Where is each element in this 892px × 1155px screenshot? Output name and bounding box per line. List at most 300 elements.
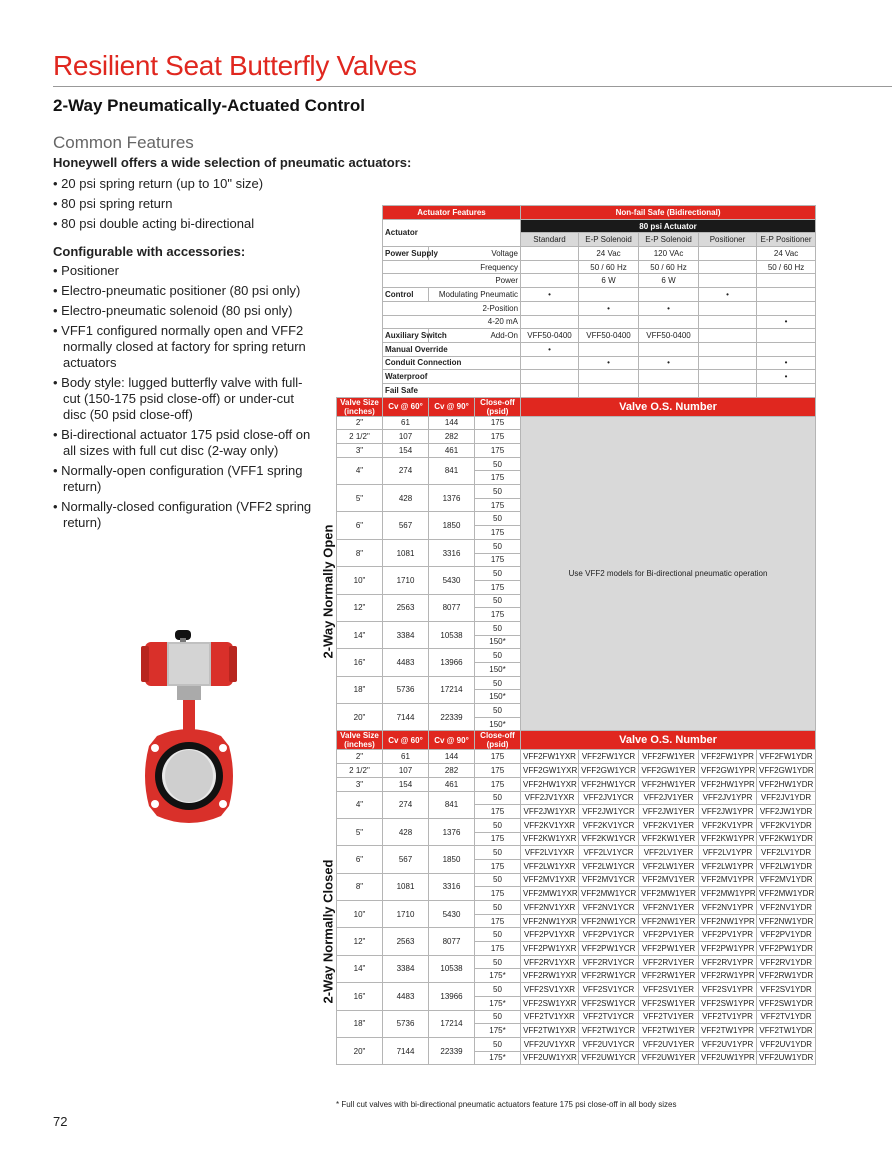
model-number: VFF2RV1YDR (757, 955, 816, 969)
close-off-value: 50 (475, 539, 521, 553)
cv60-value: 107 (383, 430, 429, 444)
model-number: VFF2FW1YXR (521, 750, 579, 764)
close-off-value: 175* (475, 996, 521, 1010)
table-row (337, 370, 816, 384)
table-cell (337, 247, 383, 261)
feature-value (639, 383, 699, 397)
feature-value (521, 260, 579, 274)
table-cell (337, 274, 383, 288)
cv90-value: 17214 (429, 1010, 475, 1037)
feature-value: 50 / 60 Hz (579, 260, 639, 274)
cv60-value: 4483 (383, 649, 429, 676)
feature-value (757, 329, 816, 343)
model-number: VFF2UV1YXR (521, 1037, 579, 1051)
model-number: VFF2TV1YPR (699, 1010, 757, 1024)
model-number: VFF2KV1YPR (699, 818, 757, 832)
section-heading: Common Features (53, 133, 194, 152)
feature-value: • (639, 301, 699, 315)
model-number: VFF2RV1YPR (699, 955, 757, 969)
valve-size: 4" (337, 457, 383, 484)
model-number: VFF2SV1YER (639, 983, 699, 997)
list-item: • VFF1 configured normally open and VFF2 normally closed at factory for spring return actuators (53, 323, 313, 371)
close-off-value: 150* (475, 690, 521, 704)
feature-label: Conduit Connection (383, 356, 521, 370)
feature-value (521, 315, 579, 329)
model-number: VFF2TV1YER (639, 1010, 699, 1024)
model-number: VFF2KW1YDR (757, 832, 816, 846)
model-number: VFF2UW1YPR (699, 1051, 757, 1065)
feature-value: • (757, 370, 816, 384)
model-number: VFF2KV1YER (639, 818, 699, 832)
feature-value (757, 288, 816, 302)
normally-open-label: 2-Way Normally Open (320, 524, 336, 659)
cv60-value: 567 (383, 846, 429, 873)
actuator-options-list (53, 174, 263, 234)
cv60-value: 7144 (383, 704, 429, 731)
cv90-value: 1376 (429, 485, 475, 512)
model-number: VFF2PW1YER (639, 942, 699, 956)
close-off-header (475, 397, 521, 416)
table-row (337, 873, 816, 887)
close-off-value: 175 (475, 777, 521, 791)
feature-sublabel: 2-Position (383, 301, 521, 315)
model-number: VFF2TV1YCR (579, 1010, 639, 1024)
valve-size-line2: (inches) (344, 406, 375, 416)
model-number: VFF2JW1YXR (521, 805, 579, 819)
close-off-value: 150* (475, 717, 521, 731)
table-row (337, 260, 816, 274)
model-number: VFF2HW1YER (639, 777, 699, 791)
close-off-header (475, 731, 521, 750)
valve-size: 12" (337, 928, 383, 955)
table-cell (337, 233, 383, 247)
page-subtitle: 2-Way Pneumatically-Actuated Control (53, 96, 366, 115)
model-number: VFF2PW1YCR (579, 942, 639, 956)
close-off-value: 175 (475, 832, 521, 846)
feature-value: VFF50-0400 (521, 329, 579, 343)
close-off-value: 175 (475, 416, 521, 430)
cv60-value: 428 (383, 485, 429, 512)
model-number: VFF2PV1YXR (521, 928, 579, 942)
feature-value (699, 260, 757, 274)
table-row (337, 955, 816, 969)
cv60-value: 7144 (383, 1037, 429, 1064)
list-item: • 80 psi spring return (53, 194, 263, 214)
model-number: VFF2LV1YDR (757, 846, 816, 860)
cv90-value: 144 (429, 416, 475, 430)
model-number: VFF2SV1YCR (579, 983, 639, 997)
cv60-value: 4483 (383, 983, 429, 1010)
valve-size-header (337, 397, 383, 416)
list-item: • 20 psi spring return (up to 10" size) (53, 174, 263, 194)
cv60-value: 2563 (383, 928, 429, 955)
model-number: VFF2TW1YDR (757, 1024, 816, 1038)
model-number: VFF2SW1YDR (757, 996, 816, 1010)
cv60-value: 61 (383, 750, 429, 764)
model-number: VFF2PW1YDR (757, 942, 816, 956)
valve-size: 8" (337, 873, 383, 900)
cv90-value: 13966 (429, 649, 475, 676)
feature-sublabel: Voltage (429, 247, 521, 261)
table-row (337, 329, 816, 343)
model-number: VFF2MV1YXR (521, 873, 579, 887)
table-row (337, 288, 816, 302)
model-number: VFF2MW1YXR (521, 887, 579, 901)
feature-value: 6 W (639, 274, 699, 288)
model-number: VFF2GW1YER (639, 764, 699, 778)
model-number: VFF2RW1YCR (579, 969, 639, 983)
model-number: VFF2KV1YDR (757, 818, 816, 832)
valve-size: 8" (337, 539, 383, 566)
valve-size-header (337, 731, 383, 750)
model-number: VFF2JV1YCR (579, 791, 639, 805)
model-number: VFF2UW1YDR (757, 1051, 816, 1065)
cv60-value: 567 (383, 512, 429, 539)
column-header: E-P Positioner (757, 233, 816, 247)
table-cell (337, 206, 383, 220)
close-off-value: 50 (475, 704, 521, 718)
valve-size-line2: (inches) (344, 740, 375, 750)
table-cell (337, 315, 383, 329)
model-number: VFF2SW1YER (639, 996, 699, 1010)
cv90-value: 10538 (429, 955, 475, 982)
cv90-value: 461 (429, 444, 475, 458)
model-number: VFF2NW1YER (639, 914, 699, 928)
model-number: VFF2HW1YXR (521, 777, 579, 791)
model-number: VFF2TV1YXR (521, 1010, 579, 1024)
feature-sublabel: 4-20 mA (383, 315, 521, 329)
close-off-value: 50 (475, 928, 521, 942)
model-number: VFF2RV1YXR (521, 955, 579, 969)
feature-value (521, 383, 579, 397)
valve-size: 18" (337, 1010, 383, 1037)
model-number: VFF2JW1YDR (757, 805, 816, 819)
valve-size: 2 1/2" (337, 430, 383, 444)
open-note: Use VFF2 models for Bi-directional pneumatic operation (521, 416, 816, 731)
cv60-value: 3384 (383, 621, 429, 648)
valve-size: 3" (337, 777, 383, 791)
cv60-value: 154 (383, 777, 429, 791)
model-number: VFF2TV1YDR (757, 1010, 816, 1024)
close-off-value: 175* (475, 969, 521, 983)
close-off-value: 50 (475, 873, 521, 887)
feature-value: • (521, 288, 579, 302)
feature-value (521, 247, 579, 261)
feature-value (699, 342, 757, 356)
model-number: VFF2FW1YPR (699, 750, 757, 764)
normally-closed-label: 2-Way Normally Closed (320, 859, 336, 1004)
feature-label: Fail Safe (383, 383, 521, 397)
model-number: VFF2KW1YPR (699, 832, 757, 846)
feature-value (521, 356, 579, 370)
feature-value: 50 / 60 Hz (639, 260, 699, 274)
cv60-header: Cv @ 60° (383, 731, 429, 750)
close-off-value: 50 (475, 594, 521, 608)
valve-size: 20" (337, 704, 383, 731)
cv90-value: 3316 (429, 539, 475, 566)
close-off-value: 50 (475, 485, 521, 499)
feature-value (639, 342, 699, 356)
model-number: VFF2GW1YCR (579, 764, 639, 778)
valve-size: 2" (337, 750, 383, 764)
cv60-value: 5736 (383, 1010, 429, 1037)
model-number: VFF2LW1YPR (699, 859, 757, 873)
feature-value: • (757, 315, 816, 329)
list-item: • Positioner (53, 263, 313, 279)
model-number: VFF2KV1YCR (579, 818, 639, 832)
model-number: VFF2JW1YER (639, 805, 699, 819)
table-row (337, 846, 816, 860)
model-number: VFF2NW1YCR (579, 914, 639, 928)
feature-value: VFF50-0400 (639, 329, 699, 343)
accessories-list (53, 263, 313, 535)
valve-size: 6" (337, 846, 383, 873)
cv60-value: 154 (383, 444, 429, 458)
valve-size: 2 1/2" (337, 764, 383, 778)
table-row (337, 901, 816, 915)
model-number: VFF2SV1YXR (521, 983, 579, 997)
model-number: VFF2NV1YDR (757, 901, 816, 915)
close-off-value: 50 (475, 567, 521, 581)
close-off-value: 175 (475, 471, 521, 485)
model-number: VFF2UV1YDR (757, 1037, 816, 1051)
model-number: VFF2RV1YER (639, 955, 699, 969)
intro-text: Honeywell offers a wide selection of pneumatic actuators: (53, 155, 412, 170)
feature-value: 24 Vac (757, 247, 816, 261)
feature-sublabel: Power (383, 274, 521, 288)
valve-size: 6" (337, 512, 383, 539)
model-number: VFF2FW1YDR (757, 750, 816, 764)
valve-size: 14" (337, 955, 383, 982)
model-number: VFF2GW1YDR (757, 764, 816, 778)
table-row (337, 315, 816, 329)
model-number: VFF2TW1YER (639, 1024, 699, 1038)
model-number: VFF2PW1YPR (699, 942, 757, 956)
close-off-value: 175 (475, 859, 521, 873)
model-number: VFF2HW1YDR (757, 777, 816, 791)
valve-size-line1: Valve Size (340, 397, 379, 407)
cv60-value: 107 (383, 764, 429, 778)
feature-label: Auxiliary Switch (383, 329, 429, 343)
model-number: VFF2LW1YXR (521, 859, 579, 873)
model-number: VFF2LV1YPR (699, 846, 757, 860)
close-off-value: 50 (475, 955, 521, 969)
feature-value: • (521, 342, 579, 356)
cv90-value: 144 (429, 750, 475, 764)
feature-value: • (699, 288, 757, 302)
valve-size: 14" (337, 621, 383, 648)
cv60-value: 1081 (383, 873, 429, 900)
feature-value (579, 315, 639, 329)
feature-value (579, 383, 639, 397)
table-row (337, 791, 816, 805)
feature-value (699, 315, 757, 329)
feature-value (757, 383, 816, 397)
model-number: VFF2GW1YPR (699, 764, 757, 778)
close-off-value: 50 (475, 649, 521, 663)
table-row (337, 731, 816, 750)
table-cell (337, 356, 383, 370)
valve-size: 12" (337, 594, 383, 621)
feature-label: Waterproof (383, 370, 521, 384)
feature-value (639, 288, 699, 302)
model-number: VFF2JW1YPR (699, 805, 757, 819)
table-cell (337, 383, 383, 397)
column-header: Positioner (699, 233, 757, 247)
close-off-value: 50 (475, 901, 521, 915)
model-number: VFF2KW1YXR (521, 832, 579, 846)
close-off-value: 50 (475, 621, 521, 635)
feature-value (699, 383, 757, 397)
model-number: VFF2MW1YER (639, 887, 699, 901)
cv60-value: 2563 (383, 594, 429, 621)
os-number-header: Valve O.S. Number (521, 397, 816, 416)
model-number: VFF2SV1YDR (757, 983, 816, 997)
model-number: VFF2LW1YER (639, 859, 699, 873)
model-number: VFF2LV1YXR (521, 846, 579, 860)
table-row (337, 301, 816, 315)
table-cell (337, 301, 383, 315)
model-number: VFF2RW1YPR (699, 969, 757, 983)
actuator-features-header: Actuator Features (383, 206, 521, 220)
feature-label: Power Supply (383, 247, 429, 261)
model-number: VFF2MW1YCR (579, 887, 639, 901)
model-number: VFF2RW1YDR (757, 969, 816, 983)
close-off-value: 175 (475, 887, 521, 901)
cv60-value: 428 (383, 818, 429, 845)
model-number: VFF2LW1YCR (579, 859, 639, 873)
model-number: VFF2NV1YER (639, 901, 699, 915)
feature-value (699, 301, 757, 315)
valve-size: 5" (337, 485, 383, 512)
cv90-value: 5430 (429, 901, 475, 928)
feature-value (699, 370, 757, 384)
model-number: VFF2UV1YPR (699, 1037, 757, 1051)
feature-value (521, 274, 579, 288)
close-off-value: 175 (475, 942, 521, 956)
close-off-value: 50 (475, 1037, 521, 1051)
cv90-value: 841 (429, 791, 475, 818)
table-row (337, 777, 816, 791)
model-number: VFF2RV1YCR (579, 955, 639, 969)
table-row (337, 247, 816, 261)
list-item: • Body style: lugged butterfly valve with full-cut (150-175 psid close-off) or under-cut disc (50 psid close-off) (53, 375, 313, 423)
model-number: VFF2UV1YER (639, 1037, 699, 1051)
model-number: VFF2NV1YPR (699, 901, 757, 915)
model-number: VFF2JV1YER (639, 791, 699, 805)
feature-value: VFF50-0400 (579, 329, 639, 343)
close-off-line2: (psid) (486, 740, 509, 750)
list-item: • Electro-pneumatic solenoid (80 psi only) (53, 303, 313, 319)
valve-spec-table (336, 205, 816, 1065)
close-off-value: 175 (475, 750, 521, 764)
feature-value: 6 W (579, 274, 639, 288)
table-row (337, 274, 816, 288)
table-row (337, 928, 816, 942)
cv90-value: 5430 (429, 567, 475, 594)
cv90-value: 22339 (429, 704, 475, 731)
cv90-value: 17214 (429, 676, 475, 703)
list-item: • 80 psi double acting bi-directional (53, 214, 263, 234)
model-number: VFF2NW1YPR (699, 914, 757, 928)
model-number: VFF2MW1YPR (699, 887, 757, 901)
close-off-value: 150* (475, 663, 521, 677)
valve-size-line1: Valve Size (340, 731, 379, 741)
model-number: VFF2UW1YCR (579, 1051, 639, 1065)
model-number: VFF2MV1YDR (757, 873, 816, 887)
table-cell (337, 370, 383, 384)
non-fail-safe-header: Non-fail Safe (Bidirectional) (521, 206, 816, 220)
feature-label: Manual Override (383, 342, 521, 356)
model-number: VFF2HW1YCR (579, 777, 639, 791)
cv60-value: 274 (383, 457, 429, 484)
model-number: VFF2GW1YXR (521, 764, 579, 778)
list-item: • Normally-open configuration (VFF1 spring return) (53, 463, 313, 495)
feature-label: Control (383, 288, 429, 302)
feature-sublabel: Add-On (429, 329, 521, 343)
valve-size: 2" (337, 416, 383, 430)
accessories-heading: Configurable with accessories: (53, 244, 246, 259)
model-number: VFF2FW1YER (639, 750, 699, 764)
table-row (337, 983, 816, 997)
model-number: VFF2RW1YXR (521, 969, 579, 983)
cv90-value: 1850 (429, 846, 475, 873)
table-cell (337, 260, 383, 274)
actuator-label: Actuator (383, 219, 521, 246)
close-off-value: 175* (475, 1024, 521, 1038)
cv90-value: 22339 (429, 1037, 475, 1064)
psi-actuator-header: 80 psi Actuator (521, 219, 816, 233)
feature-value: • (757, 356, 816, 370)
page-title: Resilient Seat Butterfly Valves (53, 50, 417, 81)
cv90-value: 282 (429, 430, 475, 444)
feature-value (699, 274, 757, 288)
close-off-value: 150* (475, 635, 521, 649)
valve-size: 10" (337, 901, 383, 928)
model-number: VFF2PV1YPR (699, 928, 757, 942)
list-item: • Normally-closed configuration (VFF2 spring return) (53, 499, 313, 531)
cv90-value: 1850 (429, 512, 475, 539)
cv60-value: 1710 (383, 901, 429, 928)
footnote: * Full cut valves with bi-directional pneumatic actuators feature 175 psi close-off in all body sizes (336, 1100, 677, 1109)
model-number: VFF2NW1YXR (521, 914, 579, 928)
cv60-header: Cv @ 60° (383, 397, 429, 416)
close-off-line1: Close-off (480, 397, 515, 407)
model-number: VFF2PW1YXR (521, 942, 579, 956)
model-number: VFF2SV1YPR (699, 983, 757, 997)
close-off-value: 175 (475, 430, 521, 444)
model-number: VFF2UW1YXR (521, 1051, 579, 1065)
cv90-value: 13966 (429, 983, 475, 1010)
page-number: 72 (53, 1114, 68, 1129)
model-number: VFF2JV1YDR (757, 791, 816, 805)
feature-value: • (579, 301, 639, 315)
feature-value (757, 342, 816, 356)
valve-size: 18" (337, 676, 383, 703)
model-number: VFF2NV1YXR (521, 901, 579, 915)
feature-value (521, 370, 579, 384)
cv90-value: 10538 (429, 621, 475, 648)
table-row (337, 1010, 816, 1024)
close-off-value: 50 (475, 983, 521, 997)
cv60-value: 5736 (383, 676, 429, 703)
column-header: E-P Solenoid (579, 233, 639, 247)
cv60-value: 3384 (383, 955, 429, 982)
model-number: VFF2TW1YPR (699, 1024, 757, 1038)
feature-value (579, 288, 639, 302)
feature-value: 24 Vac (579, 247, 639, 261)
close-off-value: 175 (475, 764, 521, 778)
